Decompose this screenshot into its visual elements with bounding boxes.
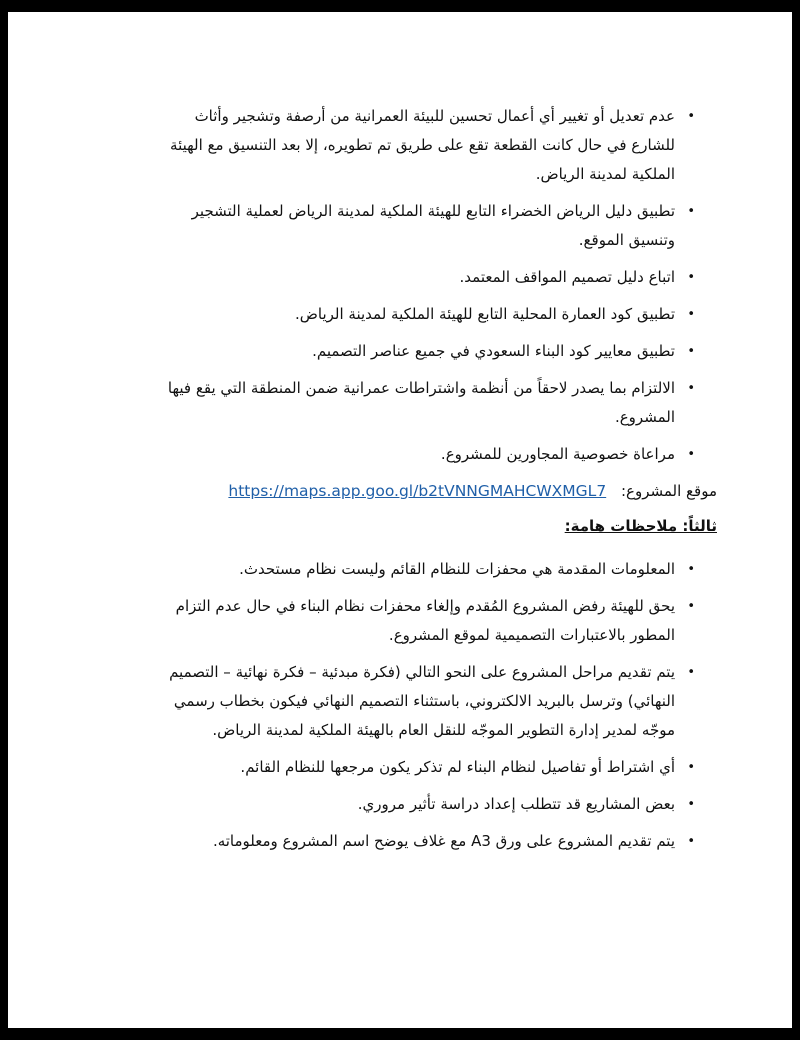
bullet-icon: •	[687, 109, 695, 124]
list-item-text: تطبيق معايير كود البناء السعودي في جميع عناصر التصميم.	[312, 342, 675, 360]
list-item-text: الالتزام بما يصدر لاحقاً من أنظمة واشتراطات عمرانية ضمن المنطقة التي يقع فيها المشروع.	[167, 379, 675, 426]
list-item	[148, 102, 697, 189]
list-item-text: اتباع دليل تصميم المواقف المعتمد.	[459, 268, 675, 286]
list-item	[148, 827, 697, 856]
bullet-icon: •	[687, 344, 695, 359]
project-location	[148, 477, 717, 506]
project-location-link[interactable]: https://maps.app.goo.gl/b2tVNNGMAHCWXMGL7	[228, 482, 607, 500]
list-item	[148, 263, 697, 292]
notes-list	[148, 555, 697, 856]
list-item	[148, 197, 697, 255]
list-item-text: بعض المشاريع قد تتطلب إعداد دراسة تأثير مروري.	[357, 795, 675, 813]
list-item-text: يحق للهيئة رفض المشروع المُقدم وإلغاء محفزات نظام البناء في حال عدم التزام المطور بالاعتبارات التصميمية لموقع المشروع.	[175, 597, 675, 644]
bullet-icon: •	[687, 665, 695, 680]
section-heading: ثالثاً: ملاحظات هامة:	[564, 517, 717, 535]
list-item-text: المعلومات المقدمة هي محفزات للنظام القائم وليست نظام مستحدث.	[239, 560, 675, 578]
list-item	[148, 592, 697, 650]
list-item-text: أي اشتراط أو تفاصيل لنظام البناء لم تذكر يكون مرجعها للنظام القائم.	[240, 758, 675, 776]
document-page	[8, 12, 792, 1028]
bullet-icon: •	[687, 599, 695, 614]
list-item	[148, 374, 697, 432]
list-item	[148, 790, 697, 819]
list-item-text: يتم تقديم المشروع على ورق A3 مع غلاف يوضح اسم المشروع ومعلوماته.	[212, 832, 675, 850]
list-item-text: يتم تقديم مراحل المشروع على النحو التالي (فكرة مبدئية – فكرة نهائية – التصميم النهائي) وترسل بالبريد الالكتروني، باستثناء التصميم النهائي فيكون بخطاب رسمي موجّه لمدير إدارة التطوير الموجّه للنقل العام بالهيئة الملكية لمدينة الرياض.	[169, 663, 675, 739]
bullet-icon: •	[687, 760, 695, 775]
project-location-label: موقع المشروع:	[620, 482, 717, 500]
list-item	[148, 440, 697, 469]
bullet-icon: •	[687, 307, 695, 322]
list-item	[148, 337, 697, 366]
bullet-icon: •	[687, 381, 695, 396]
list-item	[148, 555, 697, 584]
list-item-text: مراعاة خصوصية المجاورين للمشروع.	[440, 445, 675, 463]
bullet-icon: •	[687, 270, 695, 285]
list-item-text: تطبيق دليل الرياض الخضراء التابع للهيئة الملكية لمدينة الرياض لعملية التشجير وتنسيق الموقع.	[191, 202, 675, 249]
list-item	[148, 753, 697, 782]
bullet-icon: •	[687, 447, 695, 462]
bullet-icon: •	[687, 834, 695, 849]
list-item-text: تطبيق كود العمارة المحلية التابع للهيئة الملكية لمدينة الرياض.	[295, 305, 675, 323]
bullet-icon: •	[687, 562, 695, 577]
requirements-list	[148, 102, 697, 469]
bullet-icon: •	[687, 204, 695, 219]
list-item	[148, 300, 697, 329]
list-item	[148, 658, 697, 745]
bullet-icon: •	[687, 797, 695, 812]
list-item-text: عدم تعديل أو تغيير أي أعمال تحسين للبيئة العمرانية من أرصفة وتشجير وأثاث للشارع في حال كانت القطعة تقع على طريق تم تطويره، إلا بعد التنسيق مع الهيئة الملكية لمدينة الرياض.	[170, 107, 675, 183]
document-content	[148, 102, 717, 864]
